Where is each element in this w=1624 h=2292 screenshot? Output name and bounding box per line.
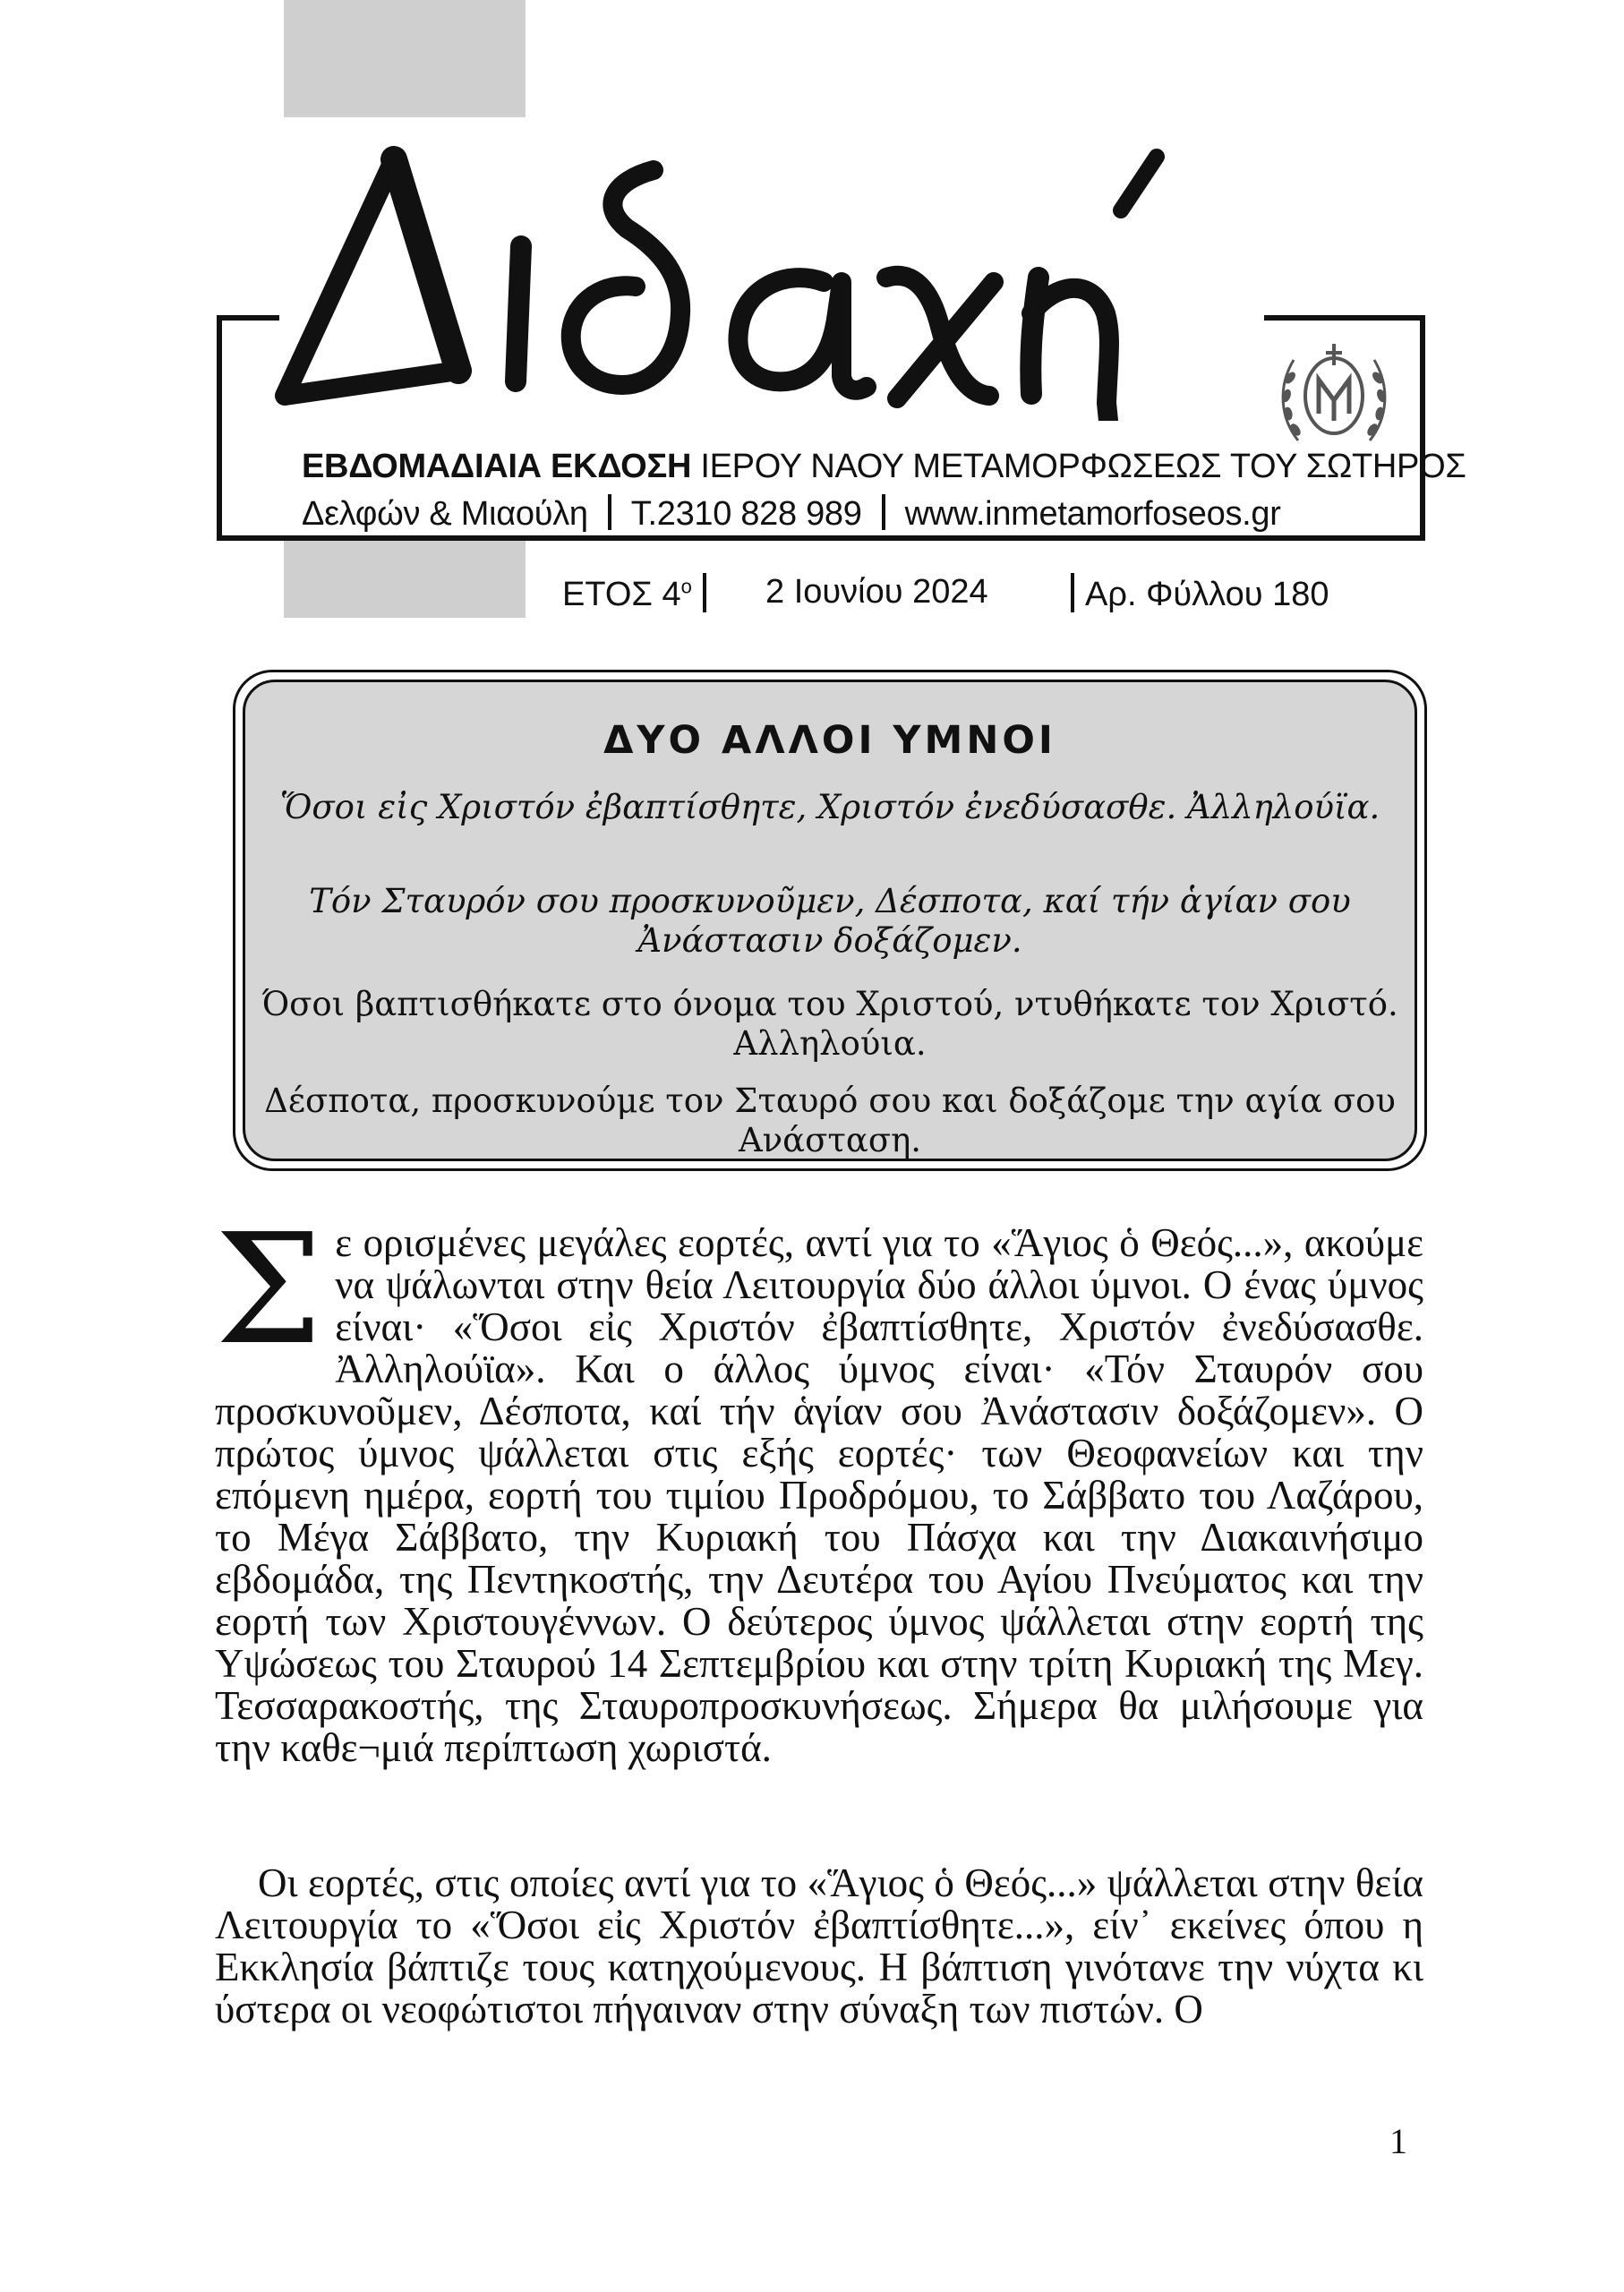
hymn-line-1: Ὅσοι εἰς Χριστόν ἐβαπτίσθητε, Χριστόν ἐνεδύσασθε. Ἀλληλούϊα. [279,788,1380,826]
separator [882,494,885,530]
masthead-frame-top-right [1264,315,1425,321]
issue-date: 2 Ιουνίου 2024 [765,573,988,611]
article-paragraph-2: Οι εορτές, στις οποίες αντί για το «Ἅγιος ὁ Θεός...» ψάλλεται στην θεία Λειτουργία το «Ὅσοι εἰς Χριστόν ἐβαπτίσθητε...», είν᾽ εκείνες όπου η Εκκλησία βάπτιζε τους κατηχούμενους. Η βάπτιση γινότανε την νύχτα κι ύστερα οι νεοφώτιστοι πήγαιναν στην σύναξη των πιστών. Ο [215,1860,1423,2031]
publisher-name-text: ΙΕΡΟΥ ΝΑΟΥ ΜΕΤΑΜΟΡΦΩΣΕΩΣ ΤΟΥ ΣΩΤΗΡΟΣ [700,448,1466,485]
masthead-publisher-line [302,448,1466,486]
hymn-line-2: Τόν Σταυρόν σου προσκυνοῦμεν, Δέσποτα, καί τήν ἁγίαν σου Ἀνάστασιν δοξάζομεν. [309,882,1351,960]
newspaper-title-text: Διδαχή [260,134,262,135]
masthead-contact-line [302,494,1281,534]
hymn-line-4: Δέσποτα, προσκυνούμε τον Σταυρό σου και δοξάζομε την αγία σου Ανάσταση. [264,1082,1396,1159]
decorative-gray-block-top [284,0,526,117]
church-seal-emblem-icon [1267,324,1401,458]
phone-text: Τ.2310 828 989 [630,495,862,533]
article-paragraph-1-text: ε ορισμένες μεγάλες εορτές, αντί για το «Ἅγιος ὁ Θεός...», ακούμε να ψάλωνται στην θεία Λειτουργία δύο άλλοι ύμνοι. Ο ένας ύμνος είναι· «Ὅσοι εἰς Χριστόν ἐβαπτίσθητε, Χριστόν ἐνεδύσασθε. Ἀλληλούϊα». Και ο άλλος ύμνος είναι· «Τόν Σταυρόν σου προσκυνοῦμεν, Δέσποτα, καί τήν ἁγίαν σου Ἀνάστασιν δοξάζομεν». Ο πρώτος ύμνος ψάλλεται στις εξής εορτές· των Θεοφανείων και την επόμενη ημέρα, εορτή του τιμίου Προδρόμου, το Σάββατο του Λαζάρου, το Μέγα Σάββατο, την Κυριακή του Πάσχα και την Διακαινήσιμο εβδομάδα, της Πεντηκοστής, την Δευτέρα του Αγίου Πνεύματος και την εορτή των Χριστουγέννων. Ο δεύτερος ύμνος ψάλλεται στην εορτή της Υψώσεως του Σταυρού 14 Σεπτεμβρίου και στην τρίτη Κυριακή της Μεγ. Τεσσαρακοστής, της Σταυροπροσκυνήσεως. Σήμερα θα μιλήσουμε για την καθε¬μιά περίπτωση χωριστά. [215,1220,1423,1770]
dropcap-letter: Σ [215,1202,323,1379]
hymns-box-title: ΔΥΟ ΑΛΛΟΙ ΥΜΝΟΙ [603,718,1056,763]
publisher-bold-text: ΕΒΔΟΜΑΔΙΑΙΑ ΕΚΔΟΣΗ [302,448,692,485]
separator [608,494,611,530]
page-number: 1 [1389,2121,1407,2161]
newspaper-title-logo [260,134,1262,421]
issue-sheet-number: Αρ. Φύλλου 180 [1071,573,1329,614]
decorative-gray-block-bottom [284,537,526,618]
article-paragraph-1 [215,1202,1423,1770]
address-text: Δελφών & Μιαούλη [302,495,588,533]
issue-year: ΕΤΟΣ $4^o$ [562,573,706,614]
website-link[interactable]: www.inmetamorfoseos.gr [904,495,1281,533]
hymn-line-3: Όσοι βαπτισθήκατε στο όνομα του Χριστού, ντυθήκατε τον Χριστό. Αλληλούια. [261,985,1398,1063]
